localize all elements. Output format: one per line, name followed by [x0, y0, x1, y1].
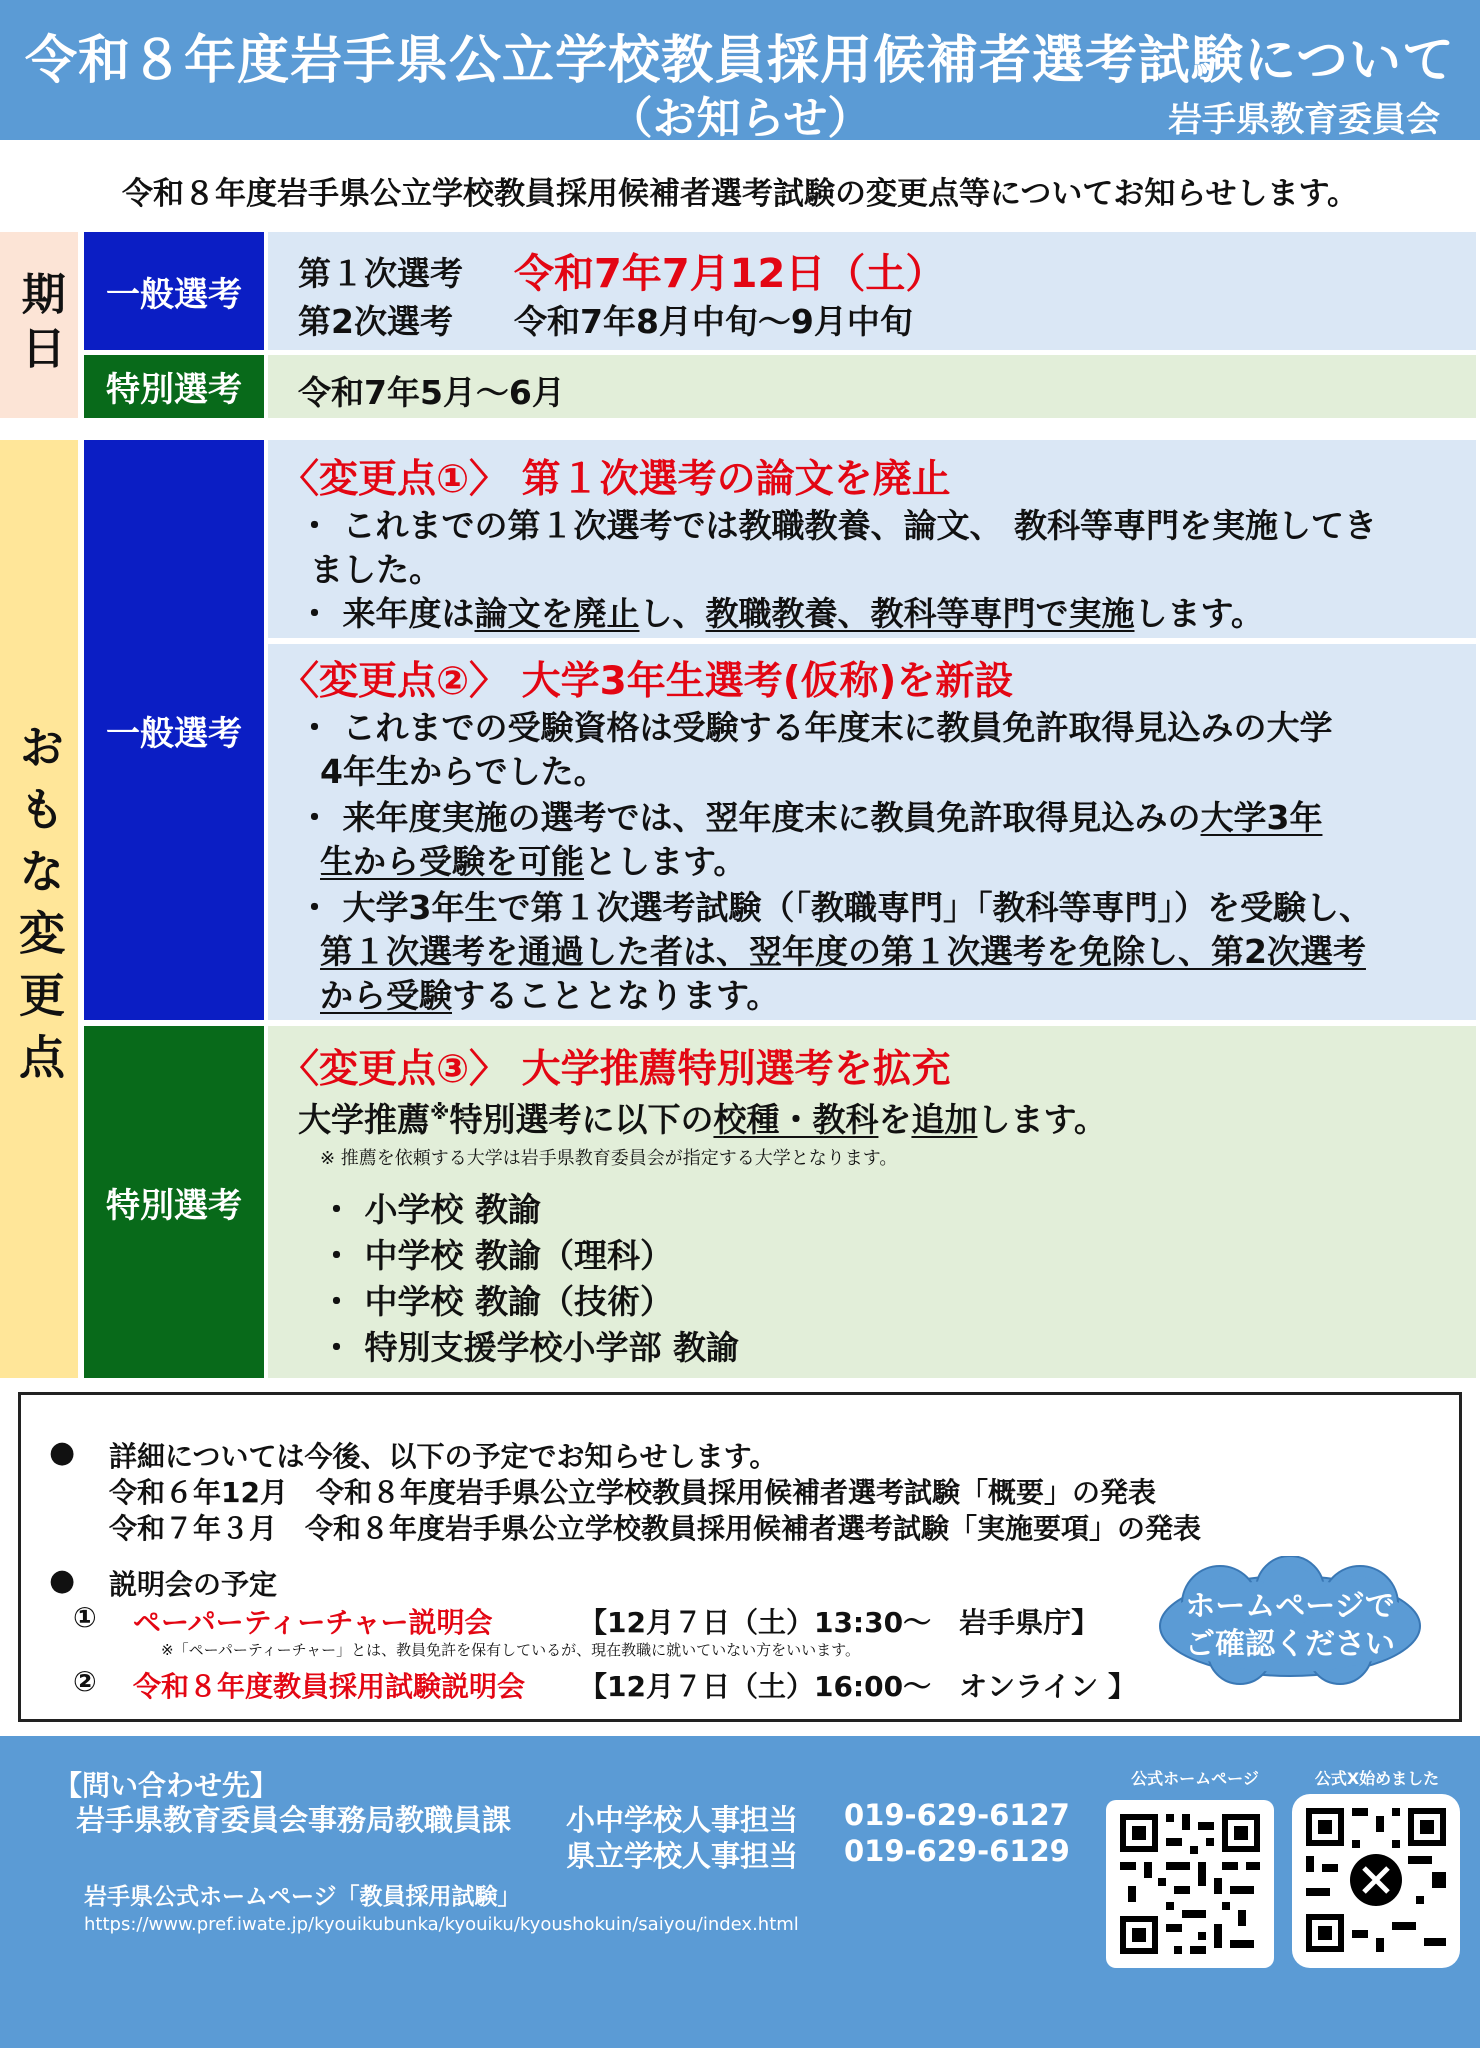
session-1-note: ※「ペーパーティーチャー」とは、教員免許を保有しているが、現在教職に就いていない方をいいます。 — [161, 1641, 860, 1659]
department-name: 岩手県教育委員会事務局教職員課 — [76, 1803, 512, 1837]
change-3-item-3: ・ 中学校 教諭（技術） — [320, 1282, 673, 1321]
text-segment: します。 — [1134, 594, 1264, 633]
changes-special-category-label — [84, 1026, 264, 1378]
general-category-label — [84, 232, 264, 350]
homepage-qr-code[interactable] — [1106, 1800, 1274, 1968]
change-2-bullet-2-line-2 — [320, 836, 746, 883]
bullet-icon: ● — [49, 1563, 76, 1598]
contact-1-phone: 019-629-6127 — [844, 1798, 1070, 1832]
special-selection-date: 令和7年5月～6月 — [298, 373, 565, 412]
change-1-heading: 〈変更点①〉 第１次選考の論文を廃止 — [280, 457, 951, 502]
change-2-bullet-3-line-1: ・ 大学3年生で第１次選考試験（「教職専門」「教科等専門」）を受験し、 — [298, 888, 1372, 927]
second-selection-label: 第2次選考 — [298, 302, 453, 341]
qr-1-label: 公式ホームページ — [1131, 1769, 1259, 1788]
text-segment: ・ 来年度は — [298, 594, 475, 633]
text-segment: し、 — [639, 594, 706, 633]
underlined-text: 校種・教科 — [713, 1100, 879, 1139]
organization-name: 岩手県教育委員会 — [1168, 100, 1440, 140]
change-1-bullet-1-line-1: ・ これまでの第１次選考では教職教養、論文、 教科等専門を実施してき — [298, 506, 1377, 545]
sessions-heading: 説明会の予定 — [109, 1568, 278, 1601]
text-segment: します。 — [977, 1100, 1107, 1139]
underlined-text: 大学3年 — [1200, 798, 1323, 837]
underlined-text: 第１次選考を通過した者は、翌年度の第１次選考を免除し、第2次選考 — [320, 932, 1366, 971]
change-2-bullet-3-line-3 — [320, 970, 779, 1017]
schedule-side-label — [0, 232, 78, 418]
page-title: 令和８年度岩手県公立学校教員採用候補者選考試験について — [25, 31, 1455, 91]
contact-2-label: 県立学校人事担当 — [566, 1839, 799, 1873]
session-2-number: ② — [73, 1665, 97, 1698]
special-category-text: 特別選考 — [106, 370, 242, 410]
change-3-panel — [268, 1026, 1476, 1378]
bullet-icon: ● — [49, 1435, 76, 1470]
text-segment: 特別選考に以下の — [449, 1100, 714, 1139]
schedule-side-text: 期日 — [13, 271, 65, 379]
underlined-text: 生から受験を可能 — [320, 842, 584, 881]
change-2-panel — [268, 644, 1476, 1020]
change-1-panel — [268, 440, 1476, 638]
changes-general-category-label — [84, 440, 264, 1020]
changes-side-text: おもな変更点 — [12, 723, 67, 1095]
homepage-cloud-text — [1150, 1588, 1430, 1664]
change-2-heading: 〈変更点②〉 大学3年生選考(仮称)を新設 — [280, 659, 1014, 704]
homepage-url[interactable]: https://www.pref.iwate.jp/kyouikubunka/kyouiku/kyoushokuin/saiyou/index.html — [84, 1914, 799, 1935]
footnote-mark: ※ — [430, 1100, 450, 1124]
change-3-item-2: ・ 中学校 教諭（理科） — [320, 1236, 673, 1275]
change-1-bullet-2 — [298, 588, 1264, 635]
special-schedule-panel — [268, 355, 1476, 418]
page-subtitle: （お知らせ） — [608, 93, 872, 144]
change-3-heading: 〈変更点③〉 大学推薦特別選考を拡充 — [280, 1047, 951, 1092]
change-2-bullet-2-line-1 — [298, 792, 1322, 839]
session-1-name: ペーパーティーチャー説明会 — [133, 1606, 493, 1639]
underlined-text: 教職教養、教科等専門で実施 — [705, 594, 1135, 633]
cloud-line-2: ご確認ください — [1185, 1627, 1395, 1662]
contact-label: 【問い合わせ先】 — [54, 1769, 279, 1802]
change-3-note: ※ 推薦を依頼する大学は岩手県教育委員会が指定する大学となります。 — [320, 1148, 898, 1169]
session-1-detail: 【12月７日（土）13:30～ 岩手県庁】 — [579, 1606, 1100, 1639]
underlined-text: 追加 — [911, 1100, 978, 1139]
intro-text: 令和８年度岩手県公立学校教員採用候補者選考試験の変更点等についてお知らせします。 — [122, 176, 1358, 212]
special-category-label — [84, 355, 264, 418]
homepage-label: 岩手県公式ホームページ「教員採用試験」 — [84, 1884, 521, 1910]
footer — [0, 1736, 1480, 2048]
text-segment: することとなります。 — [452, 976, 780, 1015]
x-account-qr-code[interactable] — [1292, 1794, 1460, 1968]
text-segment: とします。 — [584, 842, 747, 881]
second-selection-date: 令和7年8月中旬～9月中旬 — [514, 302, 913, 341]
change-3-lead — [298, 1094, 1107, 1141]
changes-side-label — [0, 440, 78, 1378]
general-schedule-panel — [268, 232, 1476, 350]
text-segment: 大学推薦 — [298, 1100, 430, 1139]
first-selection-date: 令和7年7月12日（土） — [514, 251, 946, 297]
session-1-number: ① — [73, 1601, 97, 1634]
change-2-bullet-1-line-1: ・ これまでの受験資格は受験する年度末に教員免許取得見込みの大学 — [298, 708, 1333, 747]
first-selection-label: 第１次選考 — [298, 254, 463, 293]
x-qr-code-icon — [1292, 1794, 1460, 1968]
qr-code-icon — [1106, 1800, 1274, 1968]
details-line-1: 令和６年12月 令和８年度岩手県公立学校教員採用候補者選考試験「概要」の発表 — [109, 1476, 1156, 1509]
qr-2-label: 公式X始めました — [1314, 1769, 1440, 1788]
underlined-text: 論文を廃止 — [474, 594, 640, 633]
details-line-2: 令和７年３月 令和８年度岩手県公立学校教員採用候補者選考試験「実施要項」の発表 — [109, 1512, 1202, 1545]
change-2-bullet-1-line-2: 4年生からでした。 — [320, 752, 607, 791]
general-category-text: 一般選考 — [106, 274, 242, 315]
change-3-item-4: ・ 特別支援学校小学部 教諭 — [320, 1328, 739, 1367]
contact-1-label: 小中学校人事担当 — [566, 1803, 799, 1837]
text-segment: ・ 来年度実施の選考では、翌年度末に教員免許取得見込みの — [298, 798, 1201, 837]
change-1-bullet-1-line-2: ました。 — [310, 550, 442, 589]
details-heading: 詳細については今後、以下の予定でお知らせします。 — [109, 1440, 778, 1473]
change-3-item-1: ・ 小学校 教諭 — [320, 1190, 541, 1229]
underlined-text: から受験 — [320, 976, 452, 1015]
changes-special-category-text: 特別選考 — [106, 1185, 242, 1226]
cloud-line-1: ホームページで — [1185, 1589, 1395, 1624]
change-2-bullet-3-line-2 — [320, 926, 1366, 973]
contact-2-phone: 019-629-6129 — [844, 1834, 1070, 1868]
text-segment: を — [878, 1100, 912, 1139]
session-2-name: 令和８年度教員採用試験説明会 — [133, 1670, 526, 1703]
session-2-detail: 【12月７日（土）16:00～ オンライン 】 — [579, 1670, 1137, 1703]
changes-general-category-text: 一般選考 — [106, 713, 242, 754]
